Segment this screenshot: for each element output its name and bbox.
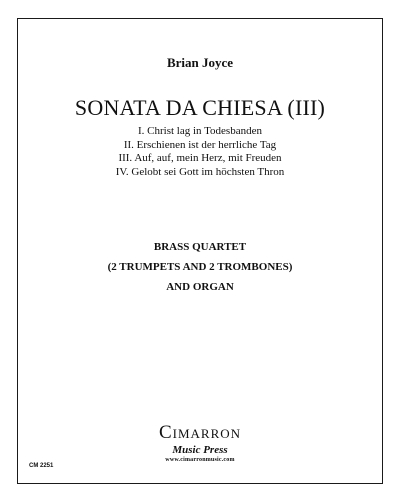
movement-item: IV. Gelobt sei Gott im höchsten Thron: [115, 165, 285, 178]
movement-item: I. Christ lag in Todesbanden: [138, 125, 262, 137]
publisher-url: www.cimarronmusic.com: [165, 457, 235, 463]
instrumentation-line: (2 TRUMPETS AND 2 TROMBONES): [107, 261, 293, 273]
movement-list: [18, 125, 382, 179]
instrumentation-line: BRASS QUARTET: [153, 241, 247, 253]
movement-item: II. Erschienen ist der herrliche Tag: [123, 138, 277, 151]
movement-item: III. Auf, auf, mein Herz, mit Freuden: [118, 152, 282, 164]
instrumentation-block: [18, 237, 382, 297]
instrumentation-line: AND ORGAN: [166, 281, 234, 293]
work-title: SONATA DA CHIESA (III): [74, 95, 326, 120]
publisher-subtitle: Music Press: [172, 444, 228, 456]
publisher-logo: [18, 423, 382, 464]
composer-name: Brian Joyce: [166, 55, 234, 70]
score-cover-page: [17, 18, 383, 484]
publisher-name: Cimarron: [158, 422, 242, 443]
catalog-number: CM 2251: [29, 463, 54, 469]
